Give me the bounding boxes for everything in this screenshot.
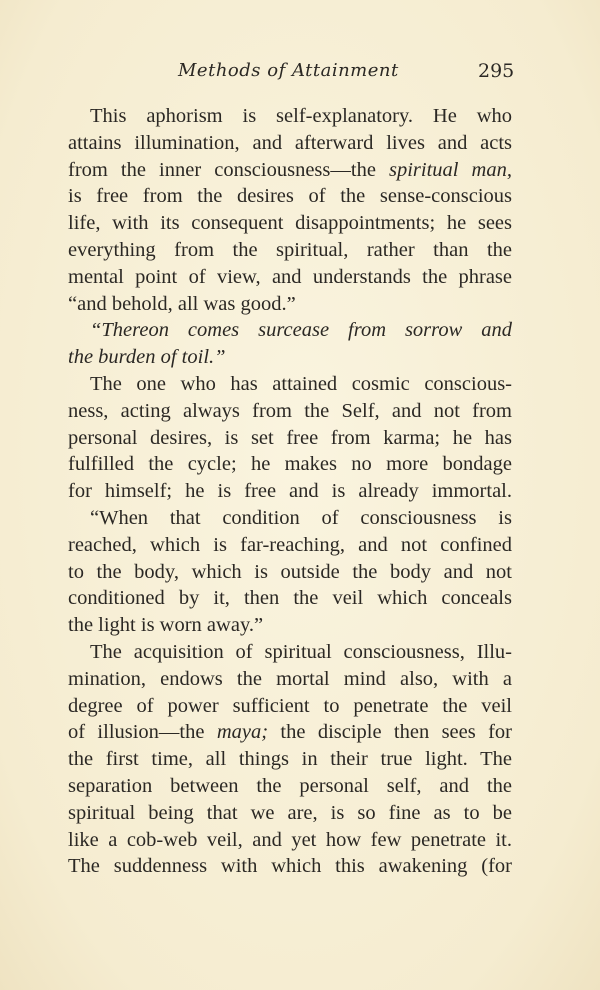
text-span: is free from the desires of the sense-conscious [68,185,512,208]
text-line [68,586,512,610]
text-line [68,158,512,182]
text-line [68,854,512,878]
text-span: everything from the spiritual, rather than the [68,239,512,261]
text-line [68,292,512,316]
text-span: The acquisition of spiritual consciousness, Illu- [90,641,512,663]
text-line [68,613,512,637]
text-line [68,560,512,584]
text-line [68,372,512,396]
text-line [68,640,512,664]
text-span: fulfilled the cycle; he makes no more bondage [68,453,512,476]
text-span: conditioned by it, then the veil which conceals [68,587,512,610]
text-span: degree of power sufficient to penetrate the veil [68,694,512,717]
text-span: spiritual being that we are, is so fine as to be [68,801,512,824]
text-line [68,104,512,128]
text-line [68,694,512,718]
italic-text: spiritual man, [389,158,512,181]
text-line [68,211,512,235]
text-line [68,667,512,691]
text-line [68,533,512,557]
text-span: This aphorism is self-explanatory. He who [90,105,512,127]
text-span: reached, which is far-reaching, and not confined [68,533,512,556]
text-line [68,265,512,289]
text-span: ness, acting always from the Self, and not from [68,399,512,422]
text-line [68,184,512,208]
text-line [68,828,512,852]
text-line [68,801,512,825]
text-span: life, with its consequent disappointments; he sees [68,212,512,235]
text-line [68,345,512,369]
text-span: to the body, which is outside the body and not [68,560,512,583]
text-span: the light is worn away.” [68,614,264,637]
text-line [68,238,512,262]
text-span: separation between the personal self, and the [68,775,512,797]
text-span: “When that condition of consciousness is [90,507,512,529]
page-number: 295 [478,60,515,82]
italic-text: the burden of toil.” [68,346,226,369]
text-line [68,747,512,771]
text-span: The suddenness with which this awakening (for [68,855,512,878]
italic-text: maya; [216,721,269,744]
text-line [68,318,512,342]
text-span: of illusion—the [68,721,217,744]
text-span: the disciple then sees for [268,721,512,744]
text-line [68,426,512,450]
text-line [68,479,512,503]
text-line [68,131,512,155]
text-span: mination, endows the mortal mind also, with a [68,667,512,690]
italic-text: “Thereon comes surcease from sorrow and [90,319,512,342]
text-span: from the inner consciousness—the [68,158,389,181]
text-span: the first time, all things in their true light. The [68,748,512,771]
text-span: attains illumination, and afterward lives and acts [68,131,512,154]
text-span: like a cob-web veil, and yet how few penetrate it. [68,828,512,851]
text-span: The one who has attained cosmic conscious- [90,373,512,395]
text-line [68,452,512,476]
text-line [68,774,512,798]
running-title: Methods of Attainment [178,60,399,81]
text-line [68,399,512,423]
text-line [68,720,512,744]
text-span: mental point of view, and understands the phrase [68,265,512,288]
text-span: personal desires, is set free from karma; he has [68,426,512,449]
text-span: “and behold, all was good.” [68,292,296,315]
text-span: for himself; he is free and is already immortal. [68,480,512,503]
text-line [68,506,512,530]
